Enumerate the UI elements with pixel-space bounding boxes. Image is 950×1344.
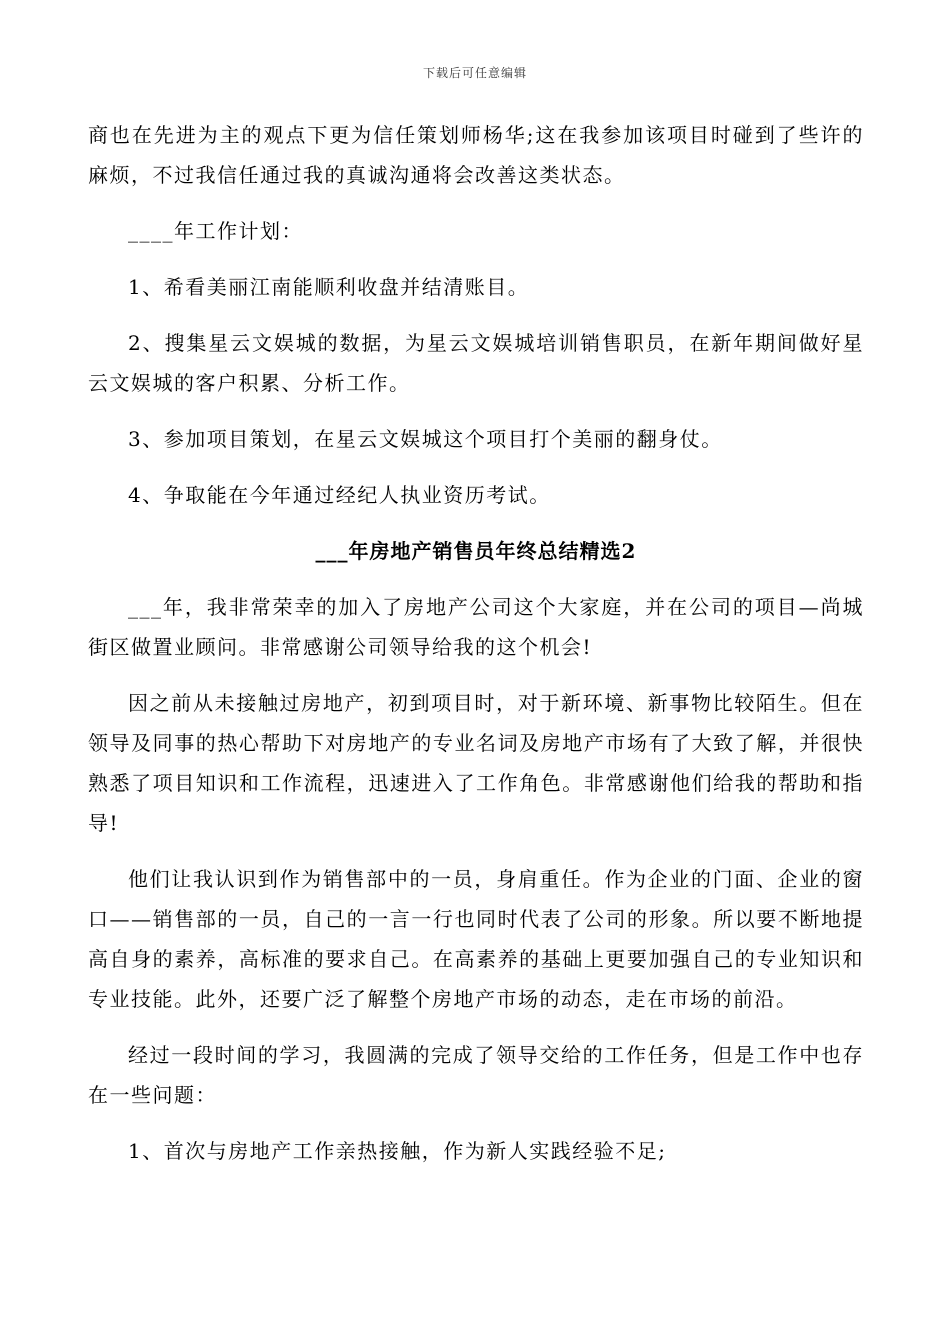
paragraph-problem-1: 1、首次与房地产工作亲热接触，作为新人实践经验不足; bbox=[128, 1139, 667, 1163]
section-title: ___年房地产销售员年终总结精选2 bbox=[315, 539, 637, 563]
paragraph-learning: 因之前从未接触过房地产，初到项目时，对于新环境、新事物比较陌生。但在领导及同事的热心帮助下对房地产的专业名词及房地产市场有了大致了解，并很快熟悉了项目知识和工作流程，迅速进入了工作角色。非常感谢他们给我的帮助和指导! bbox=[88, 691, 864, 835]
paragraph-responsibility: 他们让我认识到作为销售部中的一员，身肩重任。作为企业的门面、企业的窗口——销售部的一员，自己的一言一行也同时代表了公司的形象。所以要不断地提高自身的素养，高标准的要求自己。在高素养的基础上更要加强自己的专业知识和专业技能。此外，还要广泛了解整个房地产市场的动态，走在市场的前沿。 bbox=[88, 867, 864, 1011]
paragraph-plan-item-3: 3、参加项目策划，在星云文娱城这个项目打个美丽的翻身仗。 bbox=[128, 427, 723, 451]
paragraph-intro: ___年，我非常荣幸的加入了房地产公司这个大家庭，并在公司的项目—尚城街区做置业顾问。非常感谢公司领导给我的这个机会! bbox=[88, 595, 864, 659]
paragraph-plan-item-2: 2、搜集星云文娱城的数据，为星云文娱城培训销售职员，在新年期间做好星云文娱城的客户积累、分析工作。 bbox=[88, 331, 864, 395]
paragraph-plan-item-4: 4、争取能在今年通过经纪人执业资历考试。 bbox=[128, 483, 551, 507]
page-header: 下载后可任意编辑 bbox=[422, 66, 527, 80]
paragraph-plan-item-1: 1、希看美丽江南能顺利收盘并结清账目。 bbox=[128, 275, 530, 299]
document-body bbox=[88, 115, 864, 1171]
paragraph-summary: 经过一段时间的学习，我圆满的完成了领导交给的工作任务，但是工作中也存在一些问题： bbox=[88, 1043, 864, 1107]
paragraph-plan-heading: ____年工作计划： bbox=[128, 219, 303, 243]
paragraph-continuation: 商也在先进为主的观点下更为信任策划师杨华;这在我参加该项目时碰到了些许的麻烦，不过我信任通过我的真诚沟通将会改善这类状态。 bbox=[88, 123, 864, 187]
